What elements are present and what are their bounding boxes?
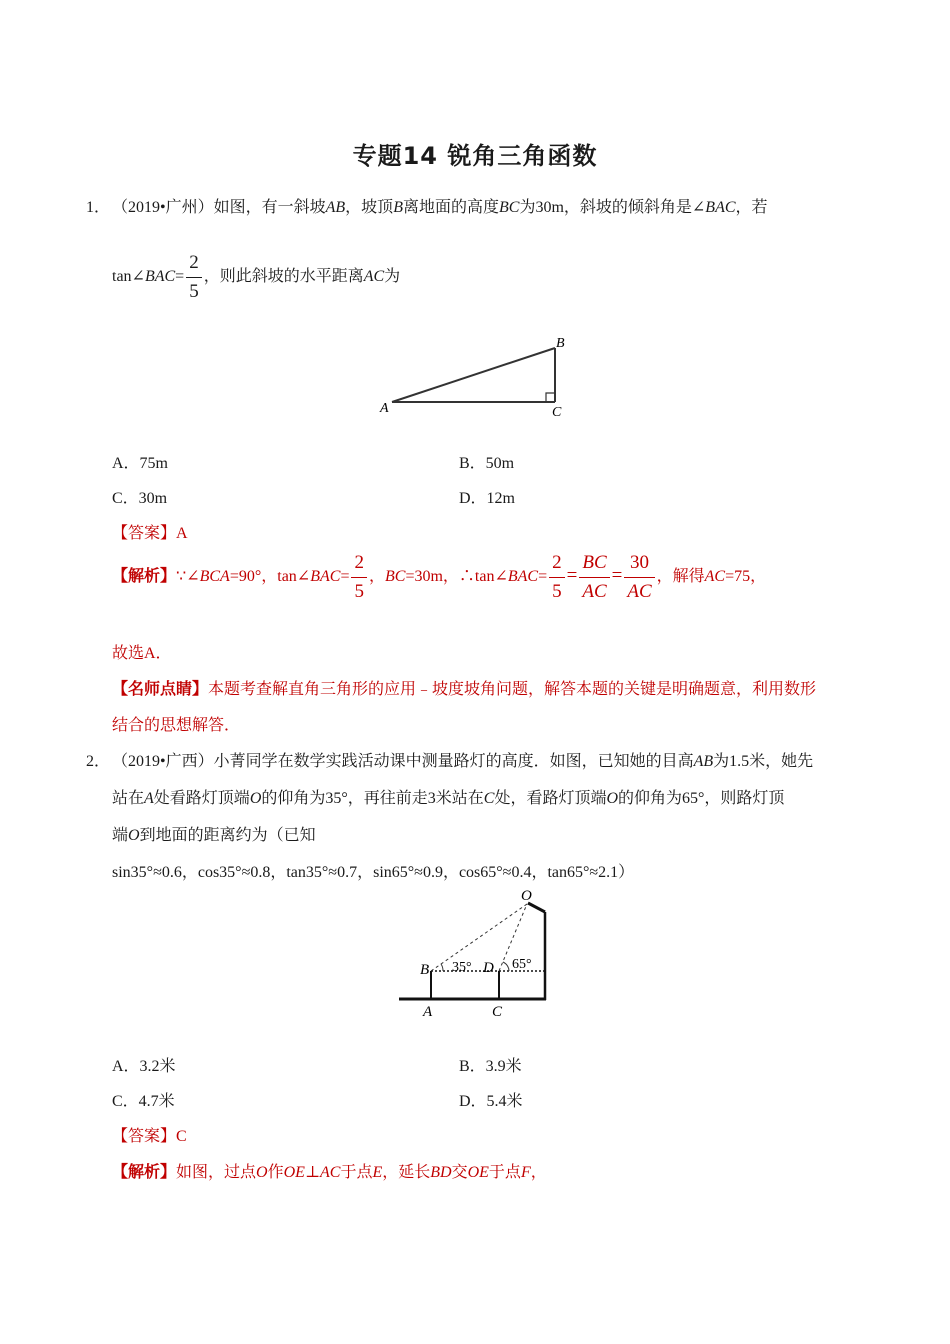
analysis-text: 于点 <box>488 1164 521 1181</box>
analysis-var: BAC <box>310 568 341 586</box>
teacher-tip-1 <box>112 676 816 699</box>
q2-text: 端 <box>112 827 129 844</box>
analysis-text: =75， <box>725 568 767 586</box>
equals-sign: = <box>611 565 623 587</box>
q1-text: 为 <box>384 268 401 286</box>
fraction-30-ac <box>624 552 654 603</box>
analysis-var: OE <box>467 1164 489 1181</box>
q2-var: AB <box>693 753 714 770</box>
answer-2: 【答案】C <box>112 1128 187 1145</box>
analysis-text: 作 <box>267 1164 284 1181</box>
slope-triangle-figure <box>370 330 580 420</box>
option-b: B．50m <box>459 455 515 472</box>
fraction-denominator: 5 <box>189 280 199 302</box>
page-title: 专题14 锐角三角函数 <box>352 142 598 170</box>
question-1-stem <box>112 194 768 217</box>
option-a: A．3.2米 <box>112 1058 176 1075</box>
tip-text: 本题考查解直角三角形的应用﹣坡度坡角问题，解答本题的关键是明确题意，利用数形 <box>208 681 817 698</box>
fraction-numerator: 2 <box>351 552 367 578</box>
q2-var: O <box>606 790 619 807</box>
q2-var: O <box>249 790 262 807</box>
fraction-2-5 <box>351 552 367 603</box>
q1-var: BC <box>498 199 520 216</box>
analysis-var: BAC <box>507 568 539 586</box>
label-d: D <box>483 960 494 976</box>
q1-text: 如图，有一斜坡 <box>213 199 326 216</box>
q1-var: B <box>393 199 403 216</box>
fraction-2-5 <box>186 252 202 303</box>
option-c: C．30m <box>112 490 168 507</box>
slope-ab <box>392 348 555 402</box>
fraction-bc-ac <box>579 552 609 603</box>
option-b: B．3.9米 <box>459 1058 522 1075</box>
q2-text: 站在 <box>112 790 145 807</box>
q2-text: （2019•广西）小菁同学在数学实践活动课中测量路灯的高度．如图，已知她的目高 <box>112 753 694 770</box>
q1-var: BAC <box>705 199 736 216</box>
label-a: A <box>423 1004 433 1020</box>
q1-text: ，坡顶 <box>345 199 394 216</box>
q1-tan-prefix: tan∠ <box>112 268 145 286</box>
q2-var: C <box>483 790 495 807</box>
fraction-denominator: AC <box>627 580 652 602</box>
fraction-numerator: 2 <box>549 552 565 578</box>
fraction-denominator: AC <box>582 580 607 602</box>
q2-var: A <box>144 790 154 807</box>
analysis-var: OE <box>283 1164 305 1181</box>
option-d: D．5.4米 <box>459 1093 523 1110</box>
q2-var: O <box>128 827 140 844</box>
label-c: C <box>492 1004 503 1020</box>
option-c: C．4.7米 <box>112 1093 175 1110</box>
teacher-tip-1-line-2: 结合的思想解答． <box>112 717 241 734</box>
analysis-text: 于点 <box>340 1164 373 1181</box>
right-angle-mark <box>546 393 555 402</box>
q1-text: ，若 <box>735 199 768 216</box>
analysis-heading: 【解析】 <box>112 568 177 586</box>
label-angle-35: 35° <box>452 960 472 975</box>
q2-text: 到地面的距离约为（已知 <box>139 827 316 844</box>
question-2-number: 2． <box>86 753 111 770</box>
analysis-text: = <box>340 568 350 586</box>
analysis-var: AC <box>704 568 726 586</box>
q2-text: 处看路灯顶端 <box>153 790 250 807</box>
angle-arc-35 <box>441 964 443 971</box>
analysis-text: ∵∠ <box>176 568 200 586</box>
analysis-var: E <box>372 1164 383 1181</box>
q2-text: 的仰角为35°，再往前走3米站在 <box>261 790 484 807</box>
q1-var: AB <box>325 199 346 216</box>
fraction-numerator: 30 <box>624 552 654 578</box>
analysis-text: ⊥ <box>304 1164 320 1181</box>
analysis-text: = <box>538 568 548 586</box>
analysis-var: AC <box>319 1164 341 1181</box>
label-a: A <box>380 401 389 416</box>
analysis-text: 如图，过点 <box>176 1164 257 1181</box>
analysis-1 <box>112 552 766 603</box>
label-angle-65: 65° <box>512 957 532 972</box>
fraction-denominator: 5 <box>354 580 364 602</box>
lamp-arm <box>528 903 545 912</box>
question-2-line-1 <box>112 748 813 771</box>
question-1-source: （2019•广州） <box>112 199 214 216</box>
analysis-text: =90°，tan∠ <box>229 568 311 586</box>
question-1-number: 1． <box>86 199 111 216</box>
fraction-numerator: 2 <box>186 252 202 278</box>
question-2-line-3 <box>112 822 316 845</box>
q1-text: 为30m，斜坡的倾斜角是∠ <box>519 199 706 216</box>
tip-heading: 【名师点睛】 <box>112 681 209 698</box>
analysis-var: F <box>520 1164 531 1181</box>
analysis-var: BCA <box>199 568 230 586</box>
label-o: O <box>521 888 532 904</box>
option-d: D．12m <box>459 490 516 507</box>
analysis-text: ， <box>530 1164 547 1181</box>
angle-arc-65 <box>503 962 509 971</box>
label-b: B <box>556 336 565 351</box>
conclusion-1: 故选A． <box>112 645 172 662</box>
q1-var: AC <box>363 268 385 286</box>
q2-text: 为1.5米，她先 <box>713 753 814 770</box>
label-c: C <box>552 405 562 420</box>
fraction-numerator: BC <box>579 552 609 578</box>
fraction-2-5 <box>549 552 565 603</box>
q1-text: ，则此斜坡的水平距离 <box>203 268 364 286</box>
q1-var: BAC <box>144 268 176 286</box>
q2-text: 处，看路灯顶端 <box>494 790 607 807</box>
answer-1: 【答案】A <box>112 525 188 542</box>
analysis-text: ，延长 <box>382 1164 431 1181</box>
fraction-denominator: 5 <box>552 580 562 602</box>
q1-text: 离地面的高度 <box>402 199 499 216</box>
q2-text: 的仰角为65°，则路灯顶 <box>618 790 785 807</box>
question-2-trig-values: sin35°≈0.6，cos35°≈0.8，tan35°≈0.7，sin65°≈0.9，cos65°≈0.4，tan65°≈2.1） <box>112 864 635 881</box>
analysis-text: =30m，∴tan∠ <box>405 568 508 586</box>
analysis-var: BC <box>384 568 406 586</box>
q1-equals: = <box>175 268 185 286</box>
analysis-2 <box>112 1159 547 1182</box>
label-b: B <box>420 962 430 978</box>
equals-sign: = <box>566 565 578 587</box>
street-lamp-figure <box>395 884 555 1024</box>
analysis-text: ，解得 <box>656 568 705 586</box>
analysis-heading: 【解析】 <box>112 1164 177 1181</box>
analysis-text: ， <box>368 568 385 586</box>
question-1-condition <box>112 252 400 303</box>
analysis-var: BD <box>430 1164 452 1181</box>
option-a: A．75m <box>112 455 169 472</box>
analysis-var: O <box>256 1164 268 1181</box>
question-2-line-2 <box>112 785 784 808</box>
analysis-text: 交 <box>451 1164 468 1181</box>
